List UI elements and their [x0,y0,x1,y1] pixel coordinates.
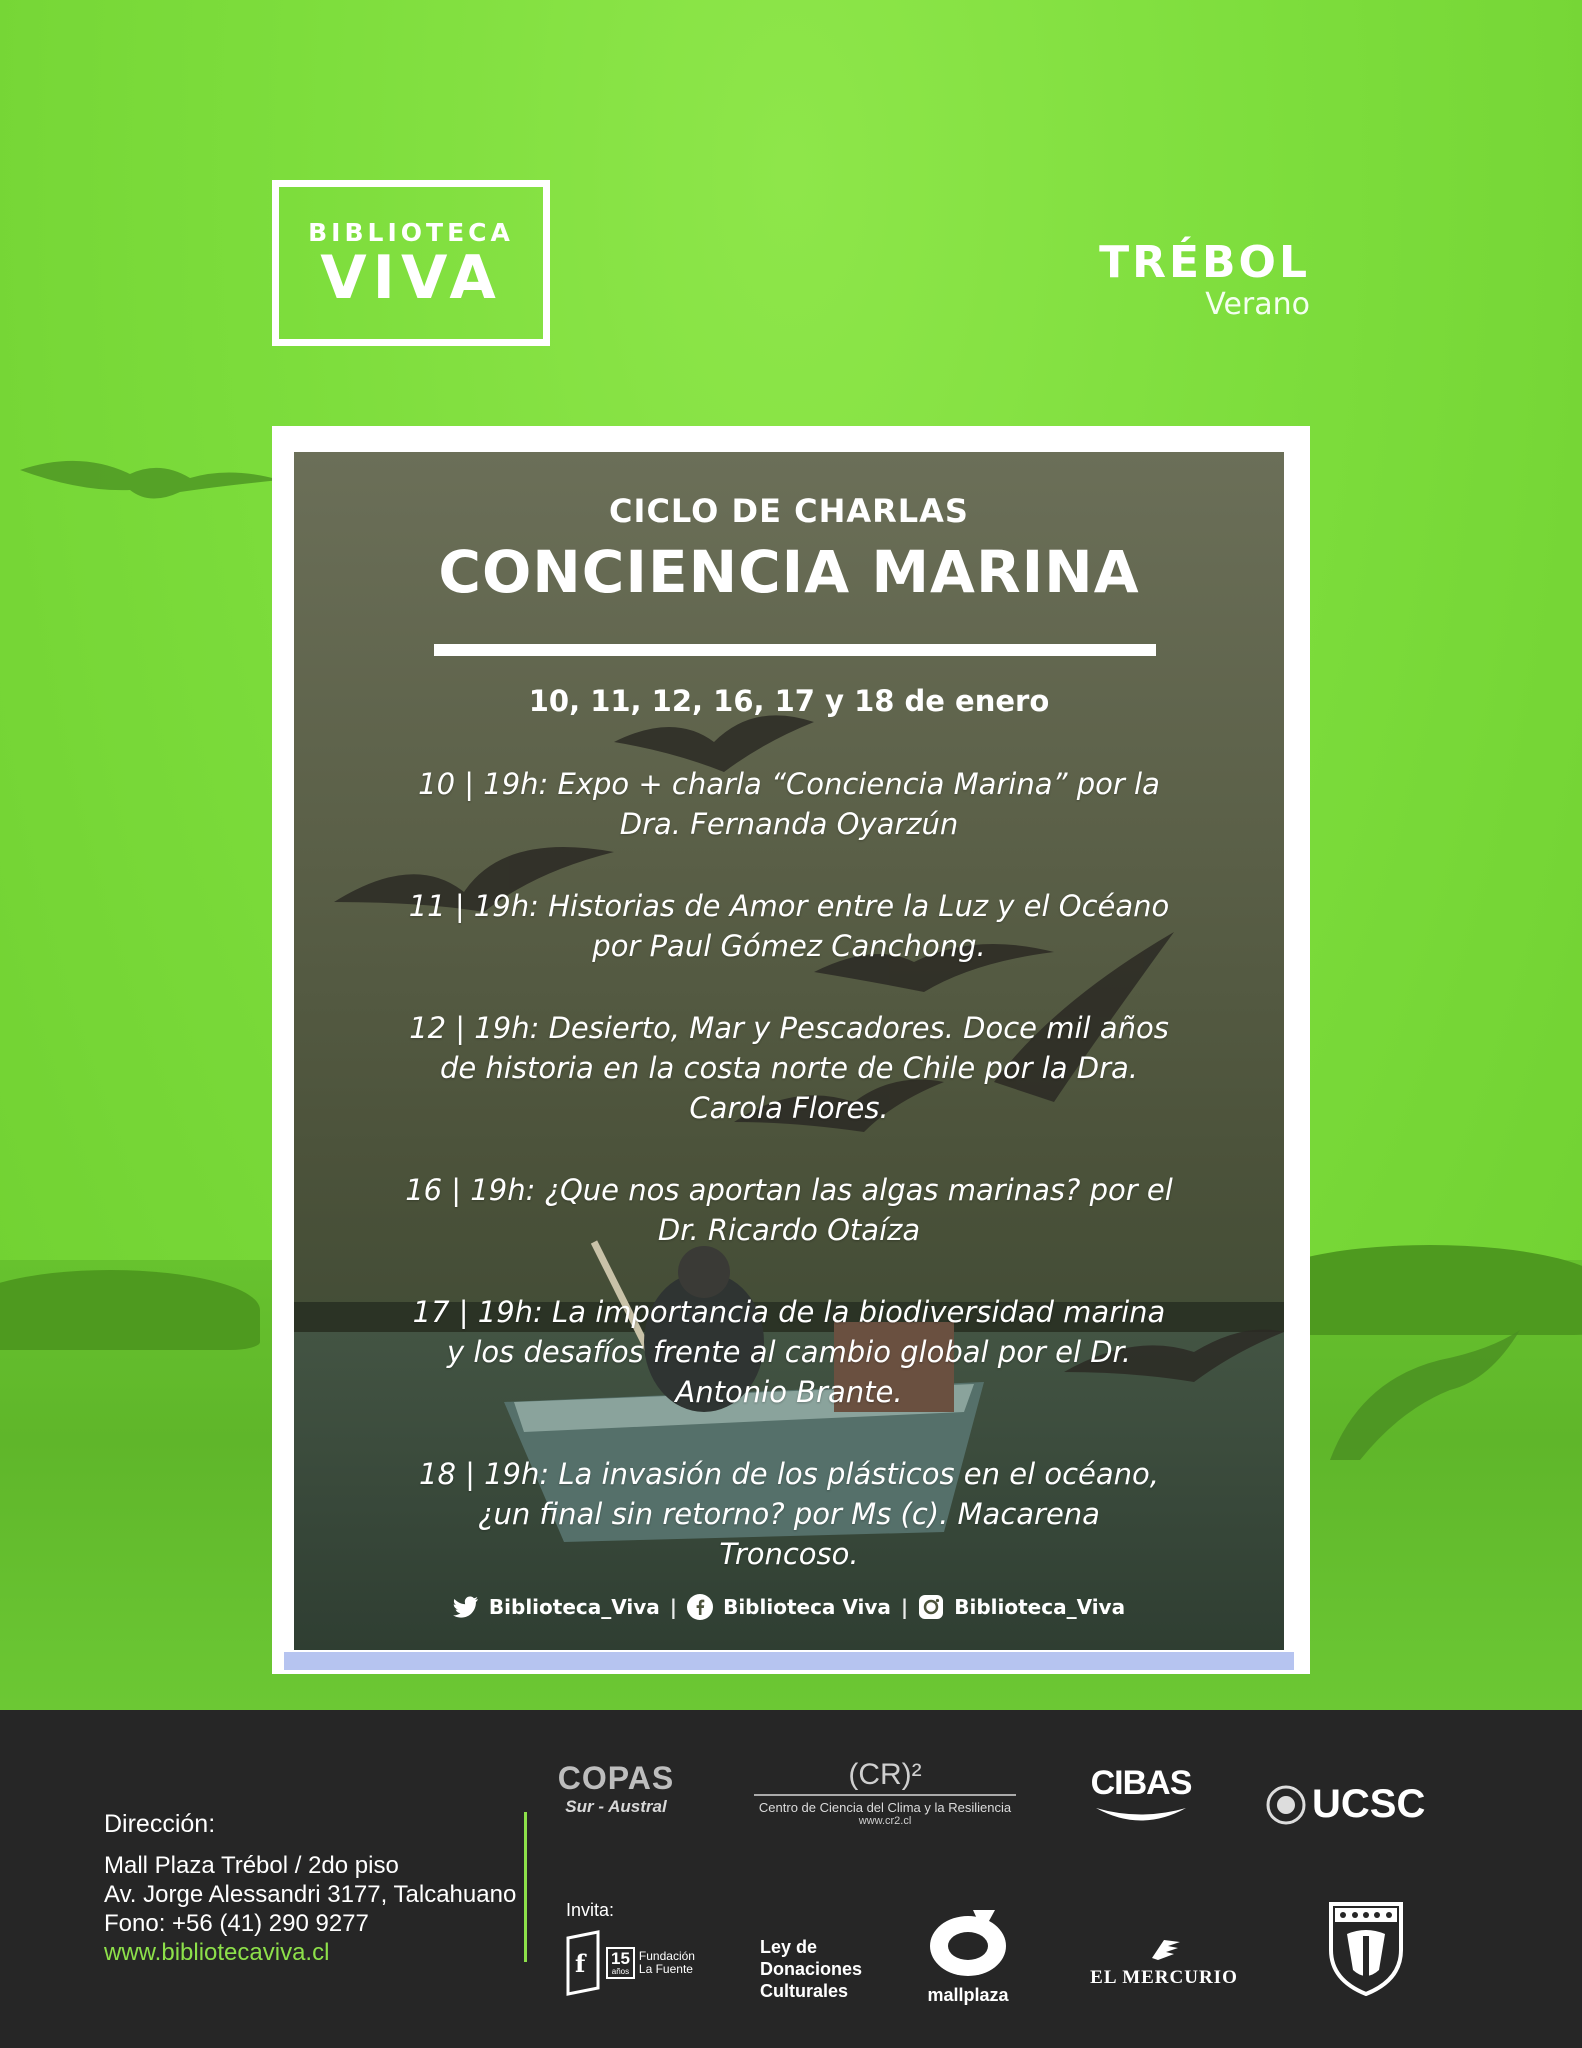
mallplaza-name: mallplaza [927,1985,1009,2005]
event-item: 11 | 19h: Historias de Amor entre la Luz y el Océano por Paul Gómez Canchong. [408,889,1170,963]
address-line: Fono: +56 (41) 290 9277 [104,1910,369,1937]
social-links [294,1594,1284,1620]
event-dates: 10, 11, 12, 16, 17 y 18 de enero [528,684,1050,718]
facebook-handle[interactable]: Biblioteca Viva [723,1595,891,1619]
event-item: 16 | 19h: ¿Que nos aportan las algas marinas? por el Dr. Ricardo Otaíza [405,1173,1173,1247]
ucsc-name: UCSC [1312,1782,1426,1826]
fundacion-la-fuente-logo [566,1930,716,1996]
event-item: 18 | 19h: La invasión de los plásticos en el océano, ¿un final sin retorno? por Ms (c). Macarena Troncoso. [419,1457,1159,1571]
address-block [104,1810,516,1967]
address-line: Av. Jorge Alessandri 3177, Talcahuano [104,1881,517,1908]
cr2-url: www.cr2.cl [858,1815,912,1827]
bird-silhouette-icon [1320,1320,1520,1470]
el-mercurio-logo [1084,1938,1244,1989]
separator: | [900,1595,909,1619]
facebook-icon[interactable] [687,1594,713,1620]
invite-label: Invita: [566,1900,615,1920]
headline-divider [434,644,1156,656]
ucsc-logo [1266,1782,1426,1827]
event-list [404,764,1174,1616]
fundacion-badge [606,1947,635,1979]
shield-icon [1327,1900,1405,1996]
mallplaza-logo [918,1906,1018,2006]
instagram-handle[interactable]: Biblioteca_Viva [954,1595,1126,1619]
twitter-icon[interactable] [453,1596,479,1618]
mercurio-wing-icon [1144,1938,1184,1962]
branch-label [1099,238,1310,322]
event-item: 17 | 19h: La importancia de la biodiversidad marina y los desafíos frente al cambio global por el Dr. Antonio Brante. [412,1295,1166,1409]
instagram-icon[interactable] [918,1594,944,1620]
address-line: Mall Plaza Trébol / 2do piso [104,1852,399,1879]
cr2-subtitle: Centro de Ciencia del Clima y la Resiliencia [758,1800,1012,1815]
mercurio-name: EL MERCURIO [1090,1967,1238,1988]
bird-silhouette-icon [20,430,280,510]
logo-top-text: BIBLIOTECA [308,217,514,247]
copas-name: COPAS [557,1760,675,1796]
cr2-name: (CR)² [754,1758,1016,1796]
footer-divider [524,1812,527,1962]
twitter-handle[interactable]: Biblioteca_Viva [488,1595,660,1619]
event-item: 10 | 19h: Expo + charla “Conciencia Marina” por la Dra. Fernanda Oyarzún [418,767,1160,841]
fundacion-name: Fundación La Fuente [638,1949,695,1976]
cibas-name: CIBAS [1090,1764,1192,1802]
address-heading: Dirección: [104,1810,216,1838]
poster-bottom-strip [284,1652,1294,1670]
logo-bottom-text: VIVA [320,242,502,313]
biblioteca-viva-logo [272,180,550,346]
cibas-logo [1086,1764,1196,1828]
svg-text:f: f [575,1949,586,1978]
poster-kicker: CICLO DE CHARLAS [609,492,969,530]
wave-icon [1091,1803,1191,1823]
copas-subtitle: Sur - Austral [565,1797,667,1816]
fundacion-f-icon [566,1930,602,1996]
fundacion-years: 15 [611,1949,630,1968]
ley-donaciones-logo: Ley de Donaciones Culturales [760,1937,863,2001]
fundacion-years-label: años [611,1967,630,1976]
ucsc-seal-icon [1266,1785,1306,1825]
poster-headline: CONCIENCIA MARINA [438,538,1140,606]
university-shield-logo [1326,1900,1406,2001]
poster-content [294,452,1284,1650]
branch-name: TRÉBOL [1099,237,1310,288]
event-item: 12 | 19h: Desierto, Mar y Pescadores. Doce mil años de historia en la costa norte de Chile por la Dra. Carola Flores. [409,1011,1169,1125]
copas-logo [552,1760,680,1817]
separator: | [669,1595,678,1619]
mallplaza-icon [925,1906,1011,1982]
branch-subtitle: Verano [1205,287,1310,322]
footer [0,1710,1582,2048]
cr2-logo [754,1758,1016,1827]
website-link[interactable]: www.bibliotecaviva.cl [104,1939,330,1966]
